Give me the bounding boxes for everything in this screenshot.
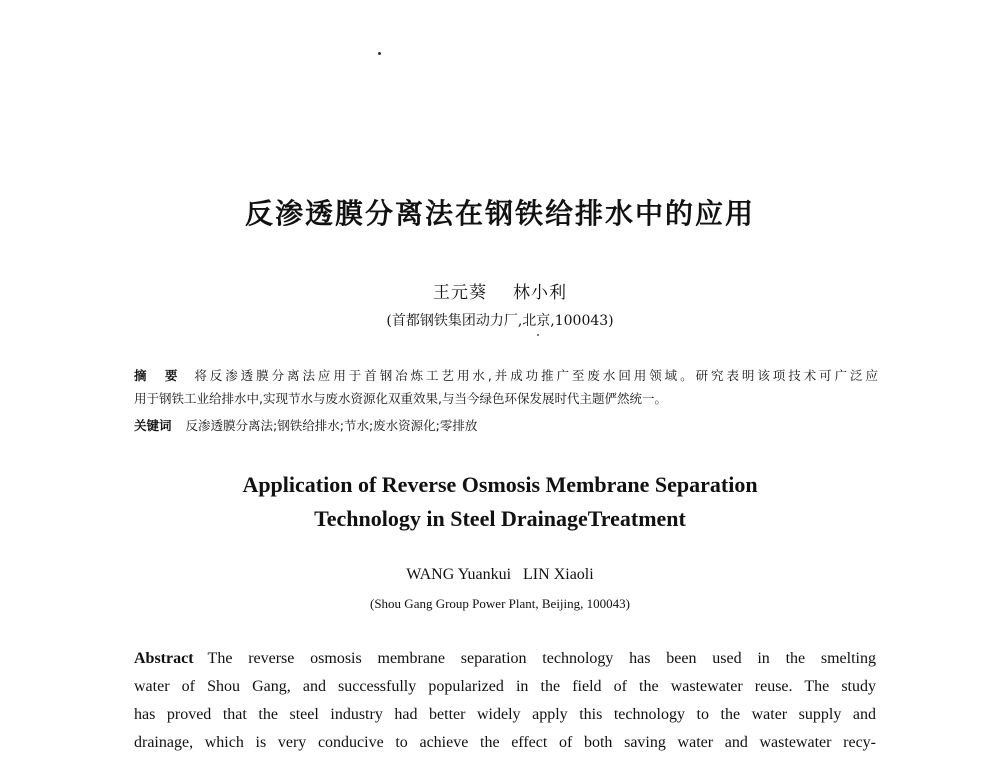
author-name: 王元葵 (433, 283, 487, 303)
chinese-abstract (134, 364, 878, 410)
keywords-label: 关键词 (134, 418, 172, 433)
abstract-label: 摘 要 (134, 368, 181, 383)
author-name: 林小利 (513, 283, 567, 303)
abstract-text: 将反渗透膜分离法应用于首钢冶炼工艺用水,并成功推广至废水回用领域。研究表明该项技术可广泛应 (194, 368, 878, 383)
chinese-keywords (134, 414, 878, 437)
stray-dot (378, 52, 381, 55)
keywords-text: 反渗透膜分离法;钢铁给排水;节水;废水资源化;零排放 (185, 418, 478, 433)
chinese-title: 反渗透膜分离法在钢铁给排水中的应用 (244, 197, 755, 230)
author-name: WANG Yuankui (406, 566, 512, 583)
abstract-line: drainage, which is very conducive to achieve the effect of both saving water and wastewater recy- (134, 734, 876, 751)
abstract-line (134, 645, 876, 673)
english-abstract (134, 645, 876, 757)
abstract-line: 用于钢铁工业给排水中,实现节水与废水资源化双重效果,与当今绿色环保发展时代主题俨然统一。 (134, 391, 667, 406)
abstract-label: Abstract (134, 650, 194, 667)
english-authors (0, 566, 1000, 584)
abstract-text: The reverse osmosis membrane separation technology has been used in the smelting (207, 650, 876, 667)
english-affiliation: (Shou Gang Group Power Plant, Beijing, 100043) (370, 596, 630, 611)
chinese-authors (0, 278, 1000, 303)
abstract-line (134, 364, 878, 387)
english-title-line: Application of Reverse Osmosis Membrane Separation (242, 472, 758, 497)
chinese-affiliation: (首都钢铁集团动力厂,北京,100043) (386, 313, 614, 329)
author-name: LIN Xiaoli (523, 566, 594, 583)
english-title-line: Technology in Steel DrainageTreatment (314, 506, 686, 531)
abstract-line: water of Shou Gang, and successfully popularized in the field of the wastewater reuse. The study (134, 678, 876, 695)
stray-dot (537, 334, 539, 336)
abstract-line: has proved that the steel industry had better widely apply this technology to the water supply and (134, 706, 876, 723)
english-title (0, 468, 1000, 536)
